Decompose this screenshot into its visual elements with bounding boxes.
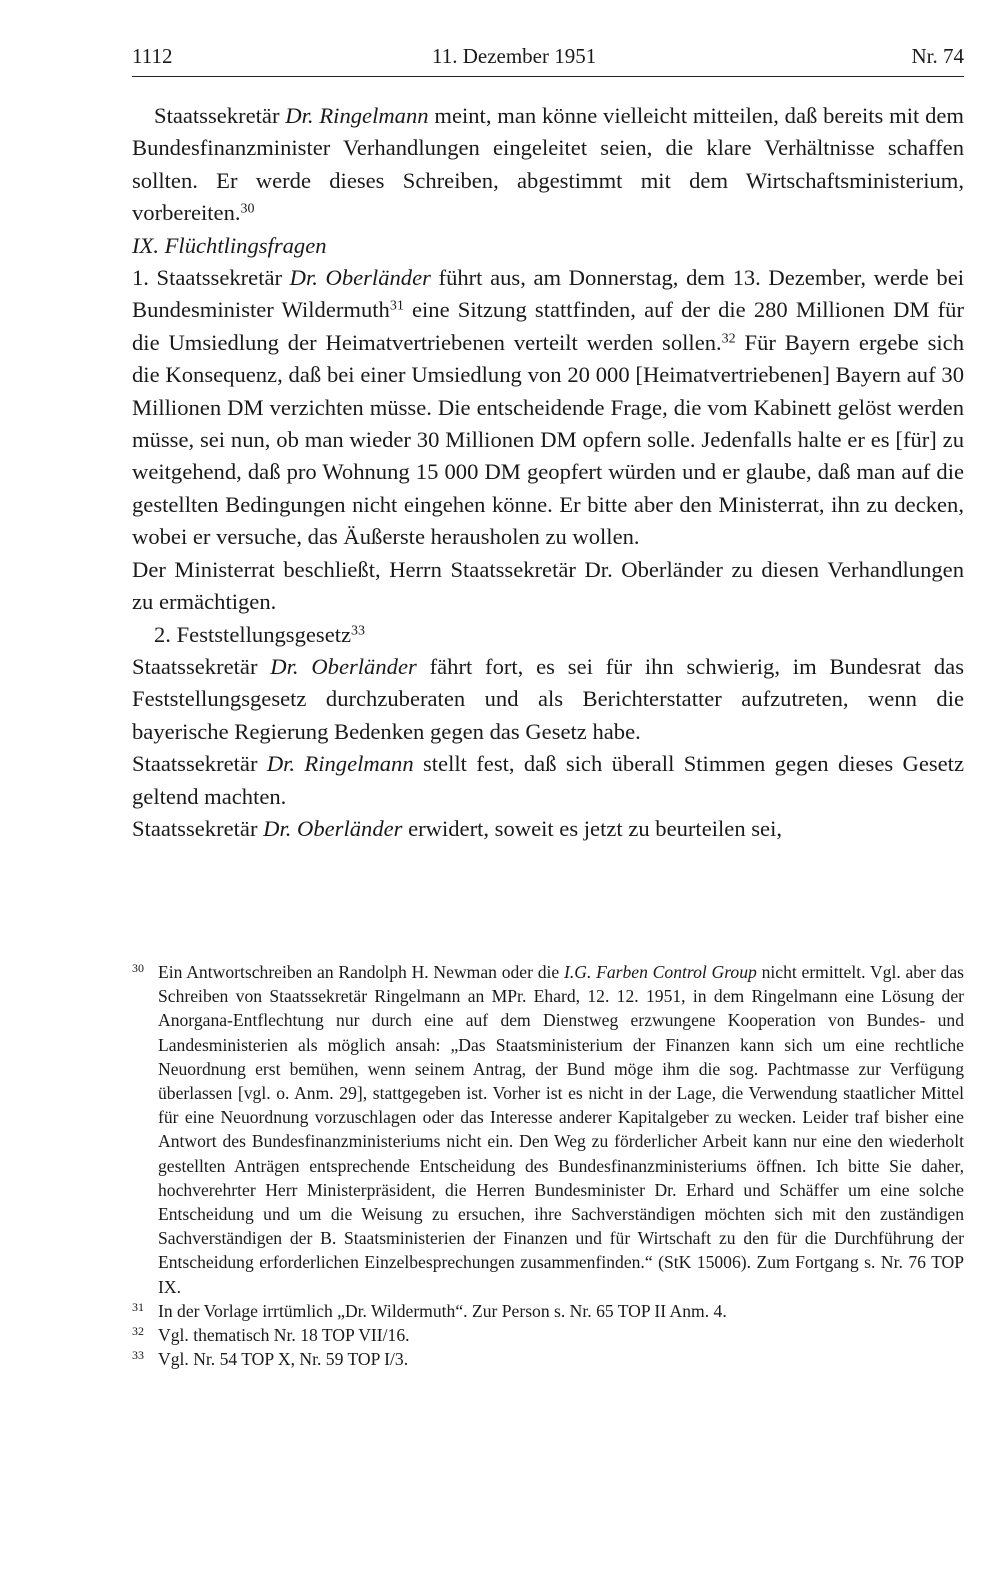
footnote-number: 31 bbox=[132, 1299, 144, 1314]
paragraph-oberlaender-2: Staatssekretär Dr. Oberländer fährt fort, es sei für ihn schwierig, im Bundesrat das Feststellungsgesetz durchzuberaten und als Berichterstatter aufzutreten, wenn die bayerische Regierung Bedenken gegen das Gesetz habe. bbox=[132, 653, 965, 744]
paragraph-decision: Der Ministerrat beschließt, Herrn Staatssekretär Dr. Oberländer zu diesen Verhandlungen zu ermächtigen. bbox=[132, 556, 964, 615]
footnote-33: 33 Vgl. Nr. 54 TOP X, Nr. 59 TOP I/3. bbox=[132, 1348, 409, 1370]
section-heading-ix: IX. Flüchtlingsfragen bbox=[132, 232, 327, 258]
document-number: Nr. 74 bbox=[911, 44, 964, 68]
header-date: 11. Dezember 1951 bbox=[432, 44, 597, 68]
footnote-number: 30 bbox=[132, 961, 144, 975]
footnote-ref-31[interactable]: 31 bbox=[389, 298, 404, 314]
footnote-ref-32[interactable]: 32 bbox=[721, 331, 736, 347]
speaker-name: Dr. Ringelmann bbox=[285, 103, 429, 128]
footnote-30: 30 Ein Antwortschreiben an Randolph H. Newman oder die I.G. Farben Control Group nicht ermittelt. Vgl. aber das Schreiben von Staatssekretär Ringelmann an MPr. Ehard, 12. 12. 1951, in dem Ringelmann eine Lösung der Anorgana-Entflechtung nur durch eine auf dem Dienstweg erzwungene Kooperation von Bundes- und Landesministerien als möglich ansah: „Das Staatsministerium der Finanzen kann sich um eine rechtliche Neuordnung erst bemühen, wenn seinem Antrag, der Bund möge ihm die sog. Pachtmasse zur Verfügung überlassen [vgl. o. Anm. 29], stattgegeben ist. Vorher ist es nicht in der Lage, die Verwendung staatlicher Mittel für eine Neuordnung vorzuschlagen oder das Interesse anderer Kapitalgeber zu wecken. Leider traf bisher eine Antwort des Bundesfinanzministeriums nicht ein. Den Weg zu förderlicher Arbeit kann nur eine den wiederholt gestellten Anträgen entsprechende Entscheidung des Bundesfinanzministeriums öffnen. Ich bitte Sie daher, hochverehrter Herr Ministerpräsident, die Herren Bundesminister Dr. Erhard und Schäffer um eine solche Entscheidung und um die Weisung zu ersuchen, ihre Sachverständigen möchten sich mit den zuständigen Sachverständigen der B. Staatsministerien der Finanzen und für Wirtschaft zu den für die Durchführung der Entscheidung erforderlichen Einzelbesprechungen zusammenfinden.“ (StK 15006). Zum Fortgang s. Nr. 76 TOP IX. bbox=[132, 961, 964, 1297]
speaker-name: Dr. Oberländer bbox=[263, 815, 403, 841]
paragraph-ringelmann-1: Staatssekretär Dr. Ringelmann meint, man könne vielleicht mitteilen, daß bereits mit dem Bundesfinanzminister Verhandlungen eingeleitet seien, die klare Verhältnisse schaffen sollten. Er werde dieses Schreiben, abgestimmt mit dem Wirtschaftsministerium, vorbereiten.$^{30}$ bbox=[132, 103, 964, 226]
speaker-name: Dr. Ringelmann bbox=[266, 751, 414, 777]
footnote-number: 33 bbox=[132, 1348, 144, 1363]
speaker-name: Dr. Oberländer bbox=[270, 653, 417, 679]
subsection-heading-2: 2. Feststellungsgesetz$^{33}$ bbox=[154, 621, 366, 647]
main-text bbox=[132, 100, 964, 845]
paragraph-ringelmann-2: Staatssekretär Dr. Ringelmann stellt fest, daß sich überall Stimmen gegen dieses Gesetz geltend machten. bbox=[132, 751, 964, 809]
speaker-name: Dr. Oberländer bbox=[289, 265, 431, 291]
footnote-ref-30[interactable]: 30 bbox=[240, 201, 255, 217]
footnote-31: 31 In der Vorlage irrtümlich „Dr. Wildermuth“. Zur Person s. Nr. 65 TOP II Anm. 4. bbox=[132, 1299, 727, 1321]
page-number: 1112 bbox=[132, 44, 173, 68]
footnote-32: 32 Vgl. thematisch Nr. 18 TOP VII/16. bbox=[132, 1324, 410, 1346]
paragraph-oberlaender-1: 1. Staatssekretär Dr. Oberländer führt aus, am Donnerstag, dem 13. Dezember, werde bei Bundesminister Wildermuth$^{31}$ eine Sitzung stattfinden, auf der die 280 Millionen DM für die Umsiedlung der Heimatvertriebenen verteilt werden sollen.$^{32}$ Für Bayern ergebe sich die Konsequenz, daß bei einer Umsiedlung von 20 000 [Heimatvertriebenen] Bayern auf 30 Millionen DM verzichten müsse. Die entscheidende Frage, die vom Kabinett gelöst werden müsse, sei nun, ob man wieder 30 Millionen DM opfern solle. Jedenfalls halte er es [für] zu weitgehend, daß pro Wohnung 15 000 DM geopfert würden und er glaube, daß man auf die gestellten Bedingungen nicht eingehen könne. Er bitte aber den Ministerrat, ihn zu decken, wobei er versuche, das Äußerste herausholen zu wollen. bbox=[132, 265, 965, 550]
footnotes bbox=[132, 960, 964, 1371]
header-rule bbox=[132, 76, 964, 77]
running-header bbox=[132, 44, 964, 74]
footnote-ref-33[interactable]: 33 bbox=[351, 622, 366, 638]
footnote-number: 32 bbox=[132, 1324, 144, 1339]
paragraph-oberlaender-3: Staatssekretär Dr. Oberländer erwidert, soweit es jetzt zu beurteilen sei, bbox=[132, 815, 783, 841]
